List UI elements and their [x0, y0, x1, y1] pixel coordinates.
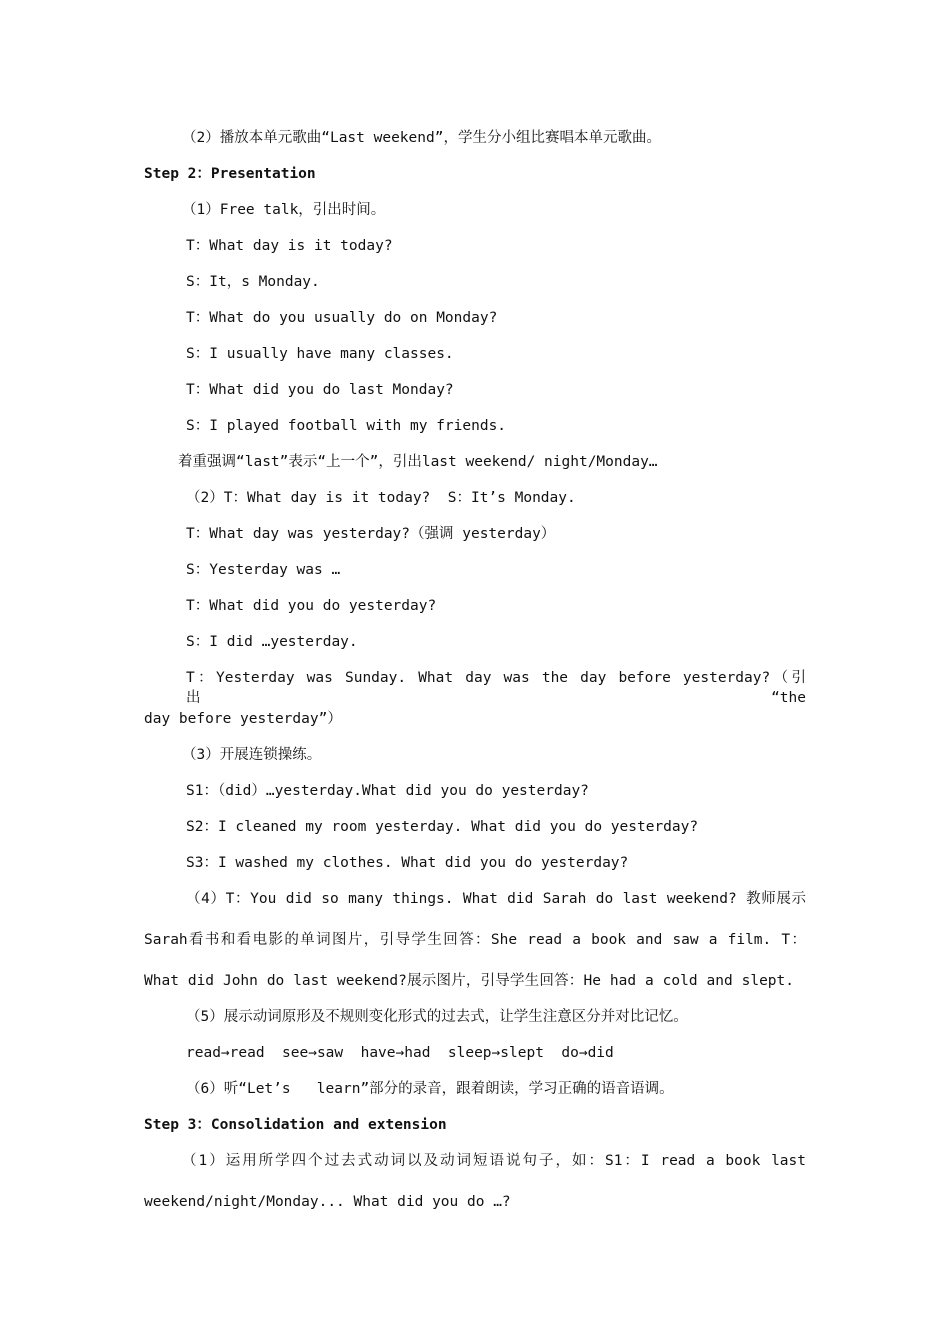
step2-item-3: （3）开展连锁操练。 [182, 747, 322, 763]
step3-item-1: （1）运用所学四个过去式动词以及动词短语说句子，如：S1：I read a book last [182, 1153, 806, 1169]
dialogue-line: T：What did you do last Monday? [186, 382, 454, 398]
dialogue-line: S1：（did）…yesterday.What did you do yesterday? [186, 783, 589, 799]
step2-item-4-continued: What did John do last weekend?展示图片，引导学生回答：He had a cold and slept. [144, 973, 794, 989]
step2-item-1: （1）Free talk，引出时间。 [182, 202, 386, 218]
dialogue-line: S：I played football with my friends. [186, 418, 507, 434]
step2-item-6: （6）听“Let’s learn”部分的录音，跟着朗读，学习正确的语音语调。 [186, 1081, 674, 1097]
emphasis-note: 着重强调“last”表示“上一个”，引出last weekend/ night/Monday… [178, 454, 658, 470]
dialogue-line: T：What do you usually do on Monday? [186, 310, 498, 326]
dialogue-line: T：Yesterday was Sunday. What day was the day before yesterday?（引出“the [186, 670, 806, 706]
dialogue-line: T：What day was yesterday?（强调 yesterday） [186, 526, 556, 542]
step2-item-4: （4）T：You did so many things. What did Sarah do last weekend? 教师展示 [186, 891, 806, 907]
dialogue-line: S3：I washed my clothes. What did you do yesterday? [186, 855, 629, 871]
dialogue-line-continued: day before yesterday”） [144, 711, 342, 727]
step2-heading: Step 2：Presentation [144, 166, 316, 182]
step3-item-1-continued: weekend/night/Monday... What did you do …? [144, 1194, 511, 1210]
verb-forms-line: read→read see→saw have→had sleep→slept do→did [186, 1045, 614, 1061]
dialogue-line: S2：I cleaned my room yesterday. What did you do yesterday? [186, 819, 699, 835]
step3-heading: Step 3：Consolidation and extension [144, 1117, 447, 1133]
step2-item-5: （5）展示动词原形及不规则变化形式的过去式，让学生注意区分并对比记忆。 [186, 1009, 688, 1025]
dialogue-line: S：It，s Monday. [186, 274, 320, 290]
dialogue-line: T：What did you do yesterday? [186, 598, 437, 614]
dialogue-line: T：What day is it today? [186, 238, 393, 254]
dialogue-line: S：I did …yesterday. [186, 634, 358, 650]
dialogue-line: S：Yesterday was … [186, 562, 341, 578]
step2-item-2: （2）T：What day is it today? S：It’s Monday. [186, 490, 576, 506]
step1-item-2: （2）播放本单元歌曲“Last weekend”，学生分小组比赛唱本单元歌曲。 [182, 130, 661, 146]
dialogue-line: S：I usually have many classes. [186, 346, 454, 362]
step2-item-4-continued: Sarah看书和看电影的单词图片，引导学生回答：She read a book and saw a film. T： [144, 932, 806, 948]
